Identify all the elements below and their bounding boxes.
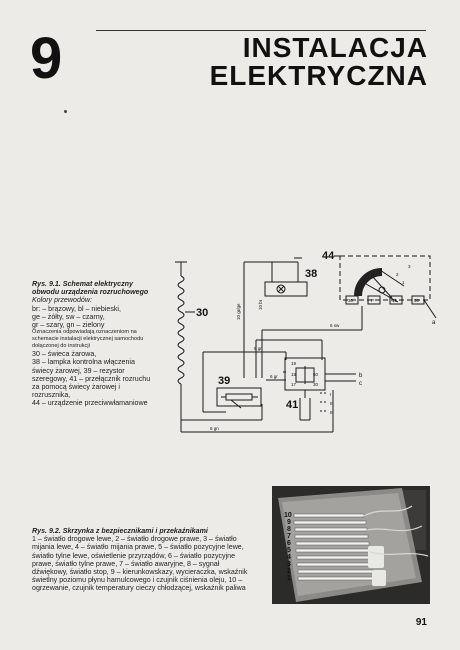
position-III: III — [330, 410, 334, 415]
chapter-number: 9 — [30, 26, 63, 91]
figure1-color-line: gr – szary, gn – zielony — [32, 321, 105, 330]
terminal-44-2: 2 — [396, 272, 399, 277]
terminal-44-1: 1 — [402, 280, 405, 285]
wire-6gn: 6 gn — [210, 426, 219, 431]
photo-number: 9 — [287, 519, 291, 526]
terminal-44-50: 50 — [414, 298, 420, 303]
terminal-44-15: 15 — [392, 298, 398, 303]
terminal-15: 15 — [291, 372, 297, 377]
output-b: b — [359, 373, 363, 379]
fusebox-photo — [272, 486, 430, 604]
wire-10grge: 10 gr/ge — [236, 303, 241, 320]
figure1-legend-item: 44 – urządzenie przeciwwłamaniowe — [32, 399, 148, 408]
terminal-30: 30 — [313, 382, 319, 387]
photo-number: 3 — [287, 561, 291, 568]
figure1-legend-item: 38 – lampka kontrolna włączenia świecy żarowej, 39 – rezystor szeregowy, 41 – przełącznik rozruchu za pomocą świecy żarowej i rozrusznika, — [32, 358, 151, 400]
figure1-colors-heading: Kolory przewodów: — [32, 296, 92, 305]
wire-10br: 10 br — [258, 299, 263, 310]
terminal-44-30: 30 — [348, 298, 354, 303]
wire-6gr: 6 gr — [270, 374, 278, 379]
position-II: II — [330, 401, 333, 406]
figure2-caption-title: Rys. 9.2. Skrzynka z bezpiecznikami i przekaźnikami — [32, 527, 208, 535]
figure1-color-line: ge – żółty, sw – czarny, — [32, 312, 105, 321]
chapter-title-line2: ELEKTRYCZNA — [209, 60, 428, 91]
photo-number: 4 — [287, 554, 291, 561]
photo-number: 10 — [284, 512, 292, 519]
figure1-note: Oznaczenia odpowiadają oznaczeniom na schemacie instalacji elektrycznej samochodu dołączonej do instrukcji — [32, 329, 144, 350]
photo-number: 8 — [287, 526, 291, 533]
output-c: c — [359, 381, 362, 387]
label-39: 39 — [218, 375, 231, 387]
terminal-50: 50 — [313, 372, 319, 377]
position-I: I — [330, 392, 332, 397]
terminal-44-3: 3 — [408, 264, 411, 269]
figure2-caption-text: 1 – światło drogowe lewe, 2 – światło drogowe prawe, 3 – światło mijania lewe, 4 – światło mijania prawe, 5 – światło pozycyjne lewe, światło tylne lewe, oświetlenie przyrządów, 6 – światło pozycyjne prawe, światło tylne prawe, 7 – światło awaryjne, 8 – sygnał dźwiękowy, światło stop, 9 – kierunkowskazy, wycieraczka, wskaźnik świetlny poziomu płynu hamulcowego i czujnik ciśnienia oleju, 10 – ogrzewanie, czujnik temperatury cieczy chłodzącej, wskaźnik paliwa — [32, 535, 248, 593]
photo-number: 1 — [287, 575, 291, 582]
photo-number: 6 — [287, 540, 291, 547]
chapter-title-line1: INSTALACJA — [242, 32, 428, 63]
photo-number: 7 — [287, 533, 291, 540]
fusebox-photo-drawing — [272, 486, 430, 604]
figure1-color-line: br: – brązowy, bl – niebieski, — [32, 304, 121, 313]
wire-6gr: 6 gr — [254, 346, 262, 351]
figure1-caption-title: Rys. 9.1. Schemat elektryczny obwodu urządzenia rozruchowego — [32, 280, 149, 297]
terminal-17: 17 — [291, 382, 297, 387]
label-38: 38 — [305, 268, 318, 280]
label-44: 44 — [322, 250, 335, 262]
label-30: 30 — [196, 307, 209, 319]
wire-6sw: 6 sw — [330, 323, 340, 328]
page-number: 91 — [415, 617, 427, 628]
figure2-caption — [32, 527, 256, 593]
output-a: a — [432, 320, 436, 326]
figure1-legend-item: 30 – świeca żarowa, — [32, 350, 97, 359]
terminal-44-P: P — [371, 298, 375, 303]
terminal-19: 19 — [291, 361, 297, 366]
photo-number: 5 — [287, 547, 291, 554]
photo-number: 2 — [287, 568, 291, 575]
label-41: 41 — [286, 399, 299, 411]
